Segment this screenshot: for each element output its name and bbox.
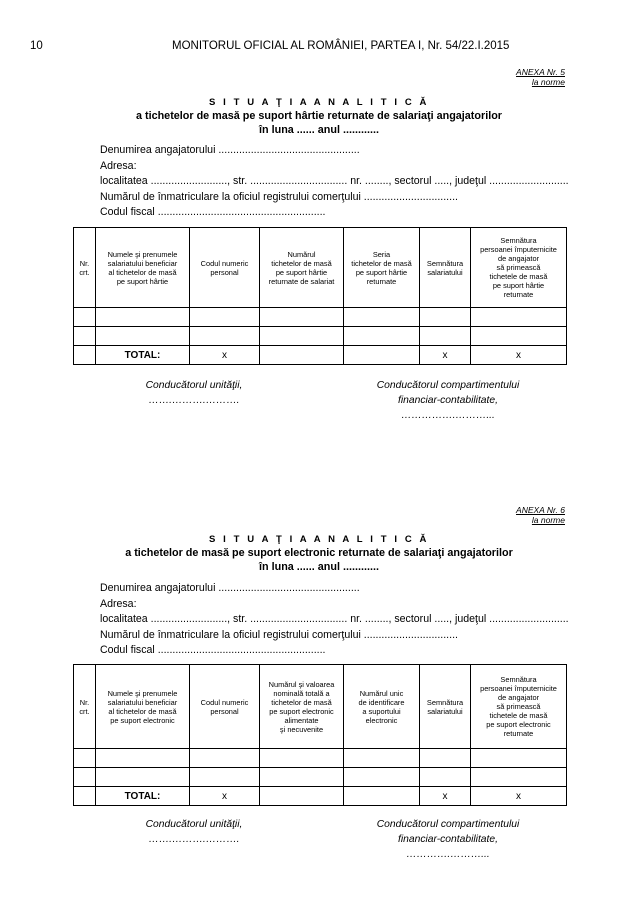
annex-6-table <box>73 664 567 806</box>
annex-6-title: S I T U A Ţ I A A N A L I T I C Ă a tichetelor de masă pe suport electronic returnate de salariaţi angajatorilor în luna ...... anul ............ <box>125 534 513 573</box>
annex-6-signature-right: Conducătorul compartimentului financiar-contabilitate, ………….………... <box>376 819 520 860</box>
header-card-id: Numărul unic de identificare a suportului electronic <box>344 665 420 749</box>
header-voucher-count-value: Numărul şi valoarea nominală totală a tichetelor de masă pe suport electronic alimentate şi necuvenite <box>260 665 344 749</box>
employer-name-field: Denumirea angajatorului ................................................ <box>100 582 360 594</box>
annex-6-signature-left: Conducătorul unităţii, …….……….………. <box>145 819 243 845</box>
header-voucher-series: Seria tichetelor de masă pe suport hârtie returnate <box>344 228 420 308</box>
table-total-row: TOTAL: x x x <box>74 346 567 365</box>
total-label: TOTAL: <box>96 787 190 806</box>
annex-5-table <box>73 227 567 365</box>
header-employee-name: Numele şi prenumele salariatului beneficiar al tichetelor de masă pe suport hârtie <box>96 228 190 308</box>
annex-5-signature-left: Conducătorul unităţii, …….……….………. <box>145 380 243 406</box>
table-row <box>74 308 567 327</box>
locality-field: localitatea .........................., str. ................................. nr. ........, sectorul ....., judeţul ........................... <box>100 175 569 187</box>
table-header-row <box>74 228 567 308</box>
employer-name-field: Denumirea angajatorului ................................................ <box>100 144 360 156</box>
table-row <box>74 749 567 768</box>
locality-field: localitatea .........................., str. ................................. nr. ........, sectorul ....., judeţul ........................... <box>100 613 569 625</box>
page-header <box>0 40 638 56</box>
annex-6-employer-fields <box>100 581 570 659</box>
address-label: Adresa: <box>100 597 137 610</box>
header-cnp: Codul numeric personal <box>190 665 260 749</box>
header-cnp: Codul numeric personal <box>190 228 260 308</box>
header-employee-signature: Semnătura salariatului <box>420 228 471 308</box>
table-header-row <box>74 665 567 749</box>
header-authorized-signature: Semnătura persoanei împuternicite de angajator să primească tichetele de masă pe suport electronic returnate <box>471 665 567 749</box>
fiscal-code-field: Codul fiscal ......................................................... <box>100 206 326 218</box>
header-employee-signature: Semnătura salariatului <box>420 665 471 749</box>
annex-6-label: ANEXA Nr. 6 la norme <box>516 505 565 525</box>
address-label: Adresa: <box>100 159 137 172</box>
header-nr-crt: Nr. crt. <box>74 228 96 308</box>
total-label: TOTAL: <box>96 346 190 365</box>
annex-5-employer-fields <box>100 143 570 221</box>
publication-title: MONITORUL OFICIAL AL ROMÂNIEI, PARTEA I, Nr. 54/22.I.2015 <box>172 40 510 52</box>
table-row <box>74 327 567 346</box>
annex-5-signature-right: Conducătorul compartimentului financiar-contabilitate, …………….………... <box>376 380 520 421</box>
header-voucher-count: Numărul tichetelor de masă pe suport hârtie returnate de salariat <box>260 228 344 308</box>
registration-number-field: Numărul de înmatriculare la oficiul registrului comerţului ................................ <box>100 190 458 203</box>
table-total-row: TOTAL: x x x <box>74 787 567 806</box>
table-row <box>74 768 567 787</box>
fiscal-code-field: Codul fiscal ......................................................... <box>100 644 326 656</box>
registration-number-field: Numărul de înmatriculare la oficiul registrului comerţului ................................ <box>100 628 458 641</box>
annex-5-label: ANEXA Nr. 5 la norme <box>516 67 565 87</box>
header-authorized-signature: Semnătura persoanei împuternicite de angajator să primească tichetele de masă pe suport hârtie returnate <box>471 228 567 308</box>
header-nr-crt: Nr. crt. <box>74 665 96 749</box>
header-employee-name: Numele şi prenumele salariatului beneficiar al tichetelor de masă pe suport electronic <box>96 665 190 749</box>
page-number: 10 <box>30 40 43 52</box>
annex-5-title: S I T U A Ţ I A A N A L I T I C Ă a tichetelor de masă pe suport hârtie returnate de salariaţi angajatorilor în luna ...... anul ............ <box>135 97 502 136</box>
